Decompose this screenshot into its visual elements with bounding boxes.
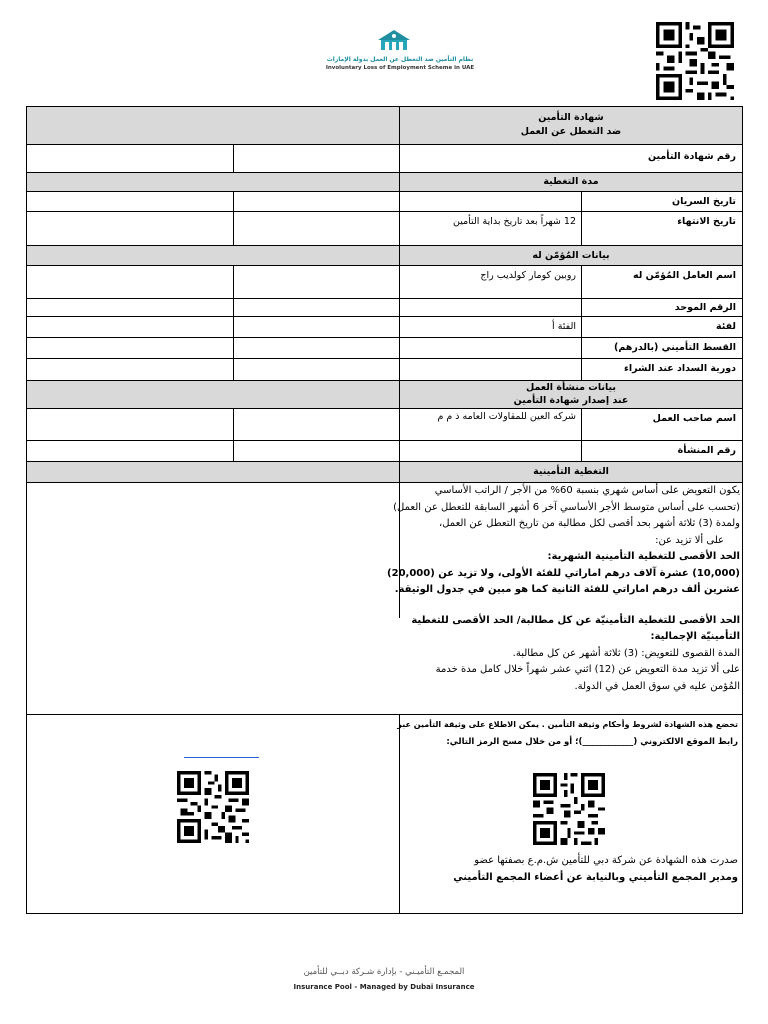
establishment-number-label: رقم المنشأة [677, 445, 736, 456]
certificate-number-row [27, 145, 742, 173]
coverage-line: يكون التعويض على أساس شهري بنسبة 60% من الأجر / الراتب الأساسي [434, 485, 740, 496]
start-date-label: تاريخ السريان [672, 196, 736, 207]
coverage-line: (تحسب على أساس متوسط الأجر الأساسي آخر 6 أشهر السابقة للتعطل عن العمل) [393, 501, 740, 513]
insured-heading: بيانات المُؤمّن له [532, 250, 610, 261]
qr-code-icon [656, 22, 734, 100]
insured-name-label: اسم العامل المُؤمّن له [633, 270, 736, 281]
certificate-title: شهادة التأمين ضد التعطل عن العمل [520, 112, 622, 137]
category-value: الفئة أ [552, 321, 576, 332]
terms-line: رابط الموقع الالكتروني (____________)؛ أو من خلال مسح الرمز التالي: [446, 736, 738, 747]
coverage-line: المدة القصوى للتعويض: (3) ثلاثة أشهر عن كل مطالبة. [512, 647, 740, 659]
category-label: لفئة [715, 321, 736, 332]
start-date-row [27, 192, 742, 212]
coverage-line: التأمينيّة الإجمالية: [650, 631, 740, 642]
insured-name-value: روبين كومار كولديب راج [480, 270, 576, 281]
coverage-line: الحد الأقصى للتغطية التأمينيّة عن كل مطالبة/ الحد الأقصى للتغطية [411, 614, 740, 626]
coverage-header [27, 462, 742, 483]
coverage-heading: التغطية التأمينية [533, 466, 609, 477]
end-date-value: 12 شهراً بعد تاريخ بداية التأمين [452, 216, 576, 227]
unified-number-row [27, 299, 742, 317]
scheme-name-en: Involuntary Loss of Employment Scheme in UAE [325, 65, 475, 71]
coverage-line: على ألا تزيد عن: [655, 534, 724, 546]
coverage-line: على ألا تزيد مدة التعويض عن (12) اثني عشر شهراً خلال كامل مدة خدمة [435, 664, 740, 675]
terms-line: تخضع هذه الشهادة لشروط وأحكام وثيقة التأمين . يمكن الاطلاع على وثيقة التأمين عبر [397, 720, 738, 729]
coverage-period-header [27, 173, 742, 192]
coverage-line: ولمدة (3) ثلاثة أشهر بحد أقصى لكل مطالبة من تاريخ التعطل عن العمل، [438, 518, 740, 529]
certificate-number-label: رقم شهادة التأمين [648, 151, 736, 162]
coverage-line: الحد الأقصى للتغطية التأمينية الشهرية: [547, 551, 740, 562]
certificate-table [26, 106, 743, 914]
premium-label: القسط التأميني (بالدرهم) [613, 342, 736, 353]
policy-link[interactable] [184, 757, 259, 758]
coverage-body [27, 483, 742, 715]
insurance-pool-en: Insurance Pool - Managed by Dubai Insurance [293, 983, 475, 991]
insurance-pool-ar: المجمـع التأميـني - بإدارة شـركة دبــي للتأمين [303, 967, 465, 977]
scheme-name-ar: نظام التأمين ضد التعطل عن العمل بدولة الإمارات [326, 56, 474, 63]
issuer-line: صدرت هذه الشهادة عن شركة دبي للتأمين ش.م.ع بصفتها عضو [474, 855, 738, 866]
issuer-line: ومدير المجمع التأميني وبالنيابة عن أعضاء المجمع التأميني [453, 871, 738, 883]
coverage-line: المُؤمن عليه في سوق العمل في الدولة. [574, 680, 740, 692]
scheme-logo [300, 24, 500, 80]
coverage-text [387, 483, 740, 695]
unified-number-label: الرقم الموحد [674, 302, 736, 313]
coverage-line: (10,000) عشرة آلاف درهم اماراتي للفئة الأولى، ولا تزيد عن (20,000) [387, 567, 740, 579]
employer-name-row [27, 409, 742, 441]
terms-text [393, 717, 738, 750]
employer-name-label: اسم صاحب العمل [652, 413, 736, 424]
establishment-number-row [27, 441, 742, 462]
category-row [27, 317, 742, 338]
payment-frequency-row [27, 359, 742, 381]
coverage-line: عشرين ألف درهم اماراتي للفئة الثانية كما هو مبين في جدول الوثيقة. [394, 584, 740, 595]
terms-section [27, 715, 742, 913]
premium-row [27, 338, 742, 359]
end-date-row [27, 212, 742, 246]
coverage-period-heading: مدة التغطية [543, 176, 599, 187]
qr-code-icon [533, 773, 605, 845]
employer-header [27, 381, 742, 409]
issuer-text [393, 853, 738, 886]
insured-name-row [27, 266, 742, 299]
building-emblem-icon [375, 27, 413, 53]
qr-code-icon [177, 771, 249, 843]
end-date-label: تاريخ الانتهاء [677, 216, 736, 227]
title-row [27, 107, 742, 145]
employer-name-value: شركه العين للمقاولات العامه ذ م م [437, 411, 576, 422]
payment-frequency-label: دورية السداد عند الشراء [624, 363, 736, 374]
employer-heading: بيانات منشأة العمل عند إصدار شهادة التأمين [513, 382, 629, 406]
insured-header [27, 246, 742, 266]
